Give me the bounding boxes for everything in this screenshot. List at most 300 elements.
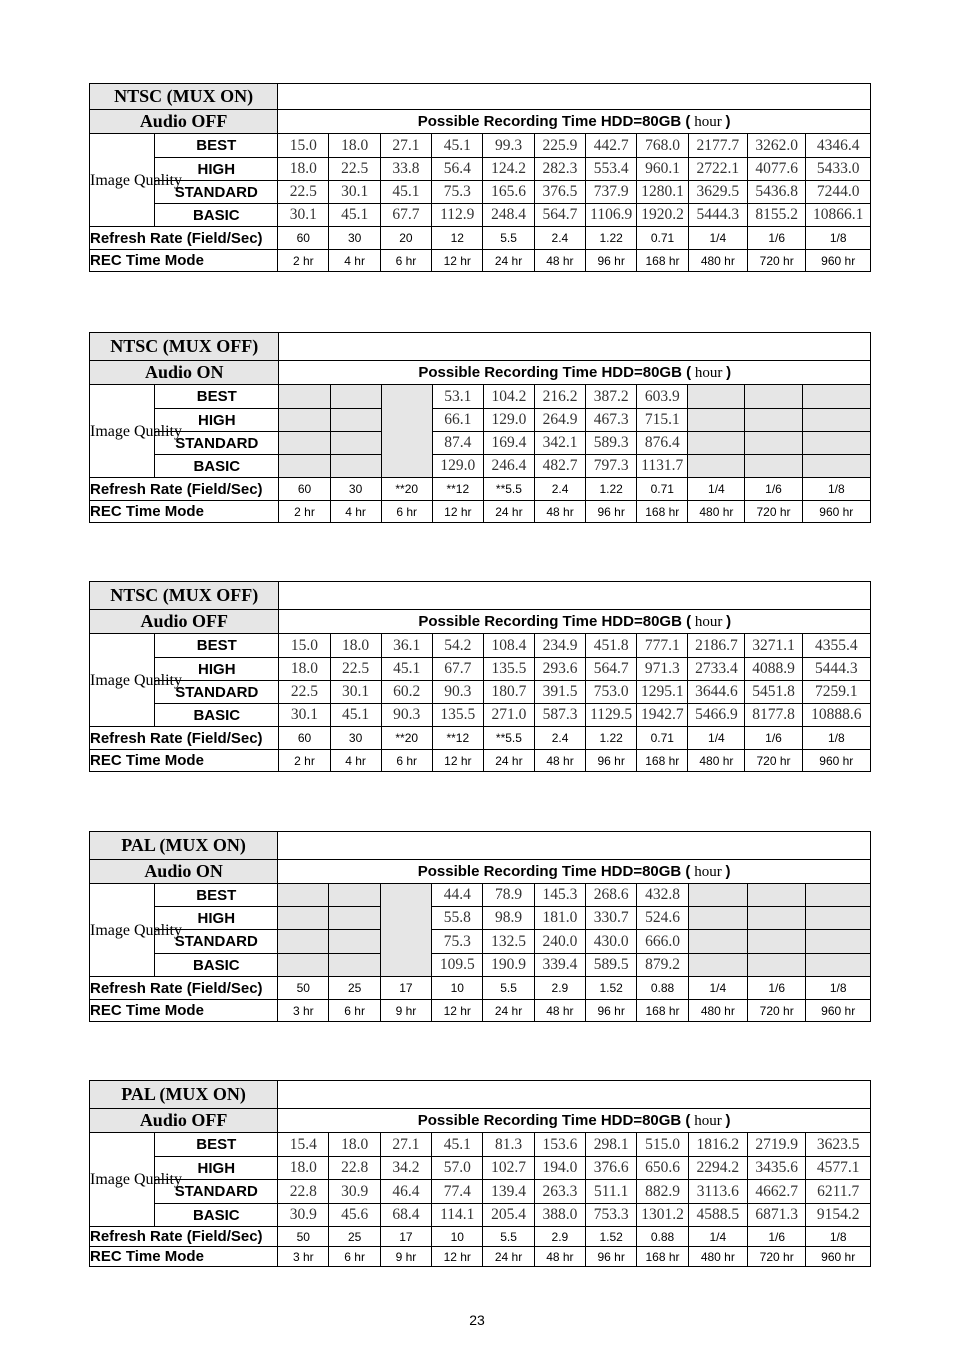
- time-cell: 10866.1: [806, 204, 871, 227]
- table-row: [90, 1180, 871, 1204]
- time-cell: 77.4: [432, 1180, 483, 1204]
- time-cell: [278, 954, 329, 977]
- time-cell: 36.1: [381, 634, 432, 658]
- time-cell: 753.3: [586, 1204, 637, 1227]
- time-cell: 2186.7: [688, 634, 745, 658]
- rec-mode-cell: 480 hr: [688, 250, 747, 272]
- table-row: [90, 1133, 871, 1157]
- table-title: PAL (MUX ON): [90, 1081, 278, 1109]
- quality-level: STANDARD: [155, 930, 278, 954]
- recording-time-table: [89, 1080, 871, 1267]
- table-row: [90, 1157, 871, 1180]
- quality-level: STANDARD: [155, 181, 278, 204]
- header-unit: hour: [691, 613, 727, 630]
- header-close: ): [726, 612, 732, 630]
- table-row: [90, 884, 871, 907]
- rec-mode-label: REC Time Mode: [90, 1000, 278, 1022]
- refresh-cell: 50: [278, 977, 329, 1000]
- refresh-row: [90, 227, 871, 250]
- refresh-cell: 1.22: [586, 478, 637, 501]
- time-cell: 330.7: [586, 907, 637, 930]
- refresh-cell: 0.88: [637, 977, 688, 1000]
- time-cell: 22.5: [330, 658, 381, 681]
- time-cell: 777.1: [637, 634, 688, 658]
- header-subtitle: Possible Recording Time HDD=80GB (: [417, 112, 691, 130]
- time-cell: 15.0: [279, 634, 330, 658]
- time-cell: 7259.1: [802, 681, 870, 704]
- header-subtitle: Possible Recording Time HDD=80GB (: [418, 363, 692, 381]
- refresh-cell: 2.4: [534, 727, 585, 750]
- time-cell: 876.4: [637, 432, 688, 455]
- time-cell: 589.3: [586, 432, 637, 455]
- refresh-cell: 10: [432, 1227, 483, 1247]
- quality-level: BASIC: [155, 455, 279, 478]
- time-cell: 282.3: [534, 158, 585, 181]
- refresh-cell: 1/8: [806, 1227, 871, 1247]
- time-cell: 10888.6: [802, 704, 870, 727]
- rec-mode-cell: 168 hr: [637, 501, 688, 523]
- time-cell: 104.2: [483, 385, 534, 409]
- time-cell: [688, 884, 747, 907]
- time-cell: 27.1: [380, 1133, 431, 1157]
- rec-mode-cell: 12 hr: [432, 501, 483, 523]
- rec-mode-cell: 480 hr: [688, 1247, 747, 1267]
- rec-mode-cell: 4 hr: [329, 250, 380, 272]
- refresh-cell: 0.88: [637, 1227, 688, 1247]
- time-cell: [745, 455, 802, 478]
- time-cell: 467.3: [586, 409, 637, 432]
- time-cell: 342.1: [534, 432, 585, 455]
- header-blank: [278, 84, 871, 110]
- time-cell: 3629.5: [688, 181, 747, 204]
- time-cell: 216.2: [534, 385, 585, 409]
- refresh-label: Refresh Rate (Field/Sec): [90, 227, 278, 250]
- rec-mode-row: [90, 1247, 871, 1267]
- refresh-cell: 0.71: [637, 478, 688, 501]
- page-number: 23: [469, 1312, 485, 1328]
- time-cell: 432.8: [637, 884, 688, 907]
- time-cell: [745, 409, 802, 432]
- rec-mode-cell: 2 hr: [279, 750, 330, 772]
- audio-mode: Audio OFF: [90, 110, 278, 134]
- time-cell: 4077.6: [748, 158, 806, 181]
- time-cell: 3113.6: [688, 1180, 747, 1204]
- time-cell: 22.8: [329, 1157, 380, 1180]
- time-cell: 1942.7: [637, 704, 688, 727]
- header-blank: [278, 1081, 871, 1109]
- time-cell: 18.0: [329, 1133, 380, 1157]
- time-cell: 124.2: [483, 158, 534, 181]
- rec-mode-cell: 12 hr: [432, 1000, 483, 1022]
- time-cell: 22.8: [278, 1180, 329, 1204]
- recording-time-table: [89, 581, 871, 772]
- header-close: ): [725, 1111, 731, 1129]
- rec-mode-cell: 9 hr: [380, 1247, 431, 1267]
- rec-mode-cell: 48 hr: [534, 1247, 585, 1267]
- refresh-cell: 10: [432, 977, 483, 1000]
- time-cell: 81.3: [483, 1133, 534, 1157]
- rec-mode-cell: 48 hr: [534, 501, 585, 523]
- header-unit: hour: [691, 364, 727, 381]
- time-cell: 8155.2: [748, 204, 806, 227]
- time-cell: 451.8: [586, 634, 637, 658]
- time-cell: 78.9: [483, 884, 534, 907]
- recording-time-table: [89, 831, 871, 1022]
- refresh-row: [90, 1227, 871, 1247]
- time-cell: 589.5: [586, 954, 637, 977]
- time-cell: [329, 930, 380, 954]
- recording-time-header: [278, 110, 871, 134]
- table-row: [90, 455, 871, 478]
- time-cell: 7244.0: [806, 181, 871, 204]
- table-row: [90, 681, 871, 704]
- time-cell: 9154.2: [806, 1204, 871, 1227]
- time-cell: 75.3: [432, 181, 483, 204]
- time-cell: 1129.5: [586, 704, 637, 727]
- quality-level: BEST: [155, 634, 279, 658]
- time-cell: 737.9: [586, 181, 637, 204]
- time-cell: 587.3: [534, 704, 585, 727]
- rec-mode-cell: 12 hr: [432, 1247, 483, 1267]
- time-cell: 1295.1: [637, 681, 688, 704]
- time-cell: 139.4: [483, 1180, 534, 1204]
- rec-mode-cell: 6 hr: [381, 750, 432, 772]
- time-cell: 715.1: [637, 409, 688, 432]
- time-cell: 4588.5: [688, 1204, 747, 1227]
- audio-mode: Audio OFF: [90, 1109, 278, 1133]
- refresh-cell: **20: [381, 727, 432, 750]
- rec-mode-cell: 720 hr: [745, 501, 802, 523]
- rec-mode-label: REC Time Mode: [90, 250, 278, 272]
- refresh-cell: 0.71: [637, 727, 688, 750]
- time-cell: 22.5: [279, 681, 330, 704]
- table-row: [90, 658, 871, 681]
- rec-mode-row: [90, 750, 871, 772]
- rec-mode-cell: 4 hr: [330, 501, 381, 523]
- time-cell: 524.6: [637, 907, 688, 930]
- time-cell: 3262.0: [748, 134, 806, 158]
- time-cell: 30.1: [279, 704, 330, 727]
- refresh-row: [90, 478, 871, 501]
- refresh-cell: 30: [330, 727, 381, 750]
- time-cell: 90.3: [432, 681, 483, 704]
- time-cell: 248.4: [483, 204, 534, 227]
- table-title: NTSC (MUX ON): [90, 84, 278, 110]
- time-cell: 387.2: [586, 385, 637, 409]
- rec-mode-cell: 24 hr: [483, 750, 534, 772]
- rec-mode-cell: 960 hr: [806, 250, 871, 272]
- table-row: [90, 409, 871, 432]
- time-cell: 511.1: [586, 1180, 637, 1204]
- quality-level: BASIC: [155, 204, 278, 227]
- rec-mode-cell: 2 hr: [279, 501, 330, 523]
- time-cell: 5466.9: [688, 704, 745, 727]
- refresh-label: Refresh Rate (Field/Sec): [90, 977, 278, 1000]
- recording-time-header: [279, 361, 871, 385]
- time-cell: 293.6: [534, 658, 585, 681]
- refresh-cell: 60: [279, 478, 330, 501]
- time-cell: 18.0: [278, 1157, 329, 1180]
- time-cell: 753.0: [586, 681, 637, 704]
- time-cell: 109.5: [432, 954, 483, 977]
- time-cell: 376.5: [534, 181, 585, 204]
- quality-level: BASIC: [155, 704, 279, 727]
- image-quality-label: Image Quality: [90, 634, 155, 727]
- time-cell: 4577.1: [806, 1157, 871, 1180]
- quality-level: STANDARD: [155, 432, 279, 455]
- refresh-cell: 1.52: [586, 977, 637, 1000]
- time-cell: [279, 385, 330, 409]
- time-cell: 8177.8: [745, 704, 802, 727]
- time-cell: 56.4: [432, 158, 483, 181]
- refresh-cell: 1/6: [745, 727, 802, 750]
- time-cell: [688, 954, 747, 977]
- time-cell: 102.7: [483, 1157, 534, 1180]
- time-cell: 46.4: [380, 1180, 431, 1204]
- header-subtitle: Possible Recording Time HDD=80GB (: [417, 862, 691, 880]
- table-row: [90, 181, 871, 204]
- rec-mode-cell: 168 hr: [637, 750, 688, 772]
- time-cell: 225.9: [534, 134, 585, 158]
- rec-mode-cell: 96 hr: [586, 750, 637, 772]
- time-cell: 1280.1: [637, 181, 688, 204]
- refresh-cell: 60: [278, 227, 329, 250]
- time-cell: 153.6: [534, 1133, 585, 1157]
- refresh-cell: 0.71: [637, 227, 688, 250]
- time-cell: 18.0: [330, 634, 381, 658]
- time-cell: 4088.9: [745, 658, 802, 681]
- time-cell: 55.8: [432, 907, 483, 930]
- time-cell: 879.2: [637, 954, 688, 977]
- time-cell: 391.5: [534, 681, 585, 704]
- time-cell: 271.0: [483, 704, 534, 727]
- recording-time-table: [89, 83, 871, 272]
- refresh-cell: 30: [330, 478, 381, 501]
- time-cell: 30.1: [278, 204, 329, 227]
- time-cell: [748, 954, 806, 977]
- image-quality-label: Image Quality: [90, 1133, 155, 1227]
- header-unit: hour: [690, 1112, 726, 1129]
- rec-mode-label: REC Time Mode: [90, 1247, 278, 1267]
- time-cell: 240.0: [534, 930, 585, 954]
- time-cell: 45.1: [432, 1133, 483, 1157]
- refresh-cell: **12: [432, 727, 483, 750]
- refresh-cell: 5.5: [483, 227, 534, 250]
- refresh-cell: 17: [380, 1227, 431, 1247]
- refresh-cell: **12: [432, 478, 483, 501]
- time-cell: 3435.6: [748, 1157, 806, 1180]
- rec-mode-cell: 480 hr: [688, 750, 745, 772]
- time-cell: [745, 385, 802, 409]
- time-cell: 67.7: [380, 204, 431, 227]
- header-close: ): [725, 112, 731, 130]
- recording-time-table: [89, 332, 871, 523]
- rec-mode-cell: 48 hr: [534, 1000, 585, 1022]
- rec-mode-row: [90, 1000, 871, 1022]
- rec-mode-cell: 168 hr: [637, 1000, 688, 1022]
- quality-level: STANDARD: [155, 681, 279, 704]
- table-row: [90, 158, 871, 181]
- refresh-cell: 30: [329, 227, 380, 250]
- table-row: [90, 634, 871, 658]
- refresh-cell: 5.5: [483, 1227, 534, 1247]
- quality-level: HIGH: [155, 158, 278, 181]
- quality-level: BEST: [155, 1133, 278, 1157]
- refresh-cell: 60: [279, 727, 330, 750]
- time-cell: 2722.1: [688, 158, 747, 181]
- time-cell: [381, 385, 432, 478]
- rec-mode-cell: 720 hr: [748, 250, 806, 272]
- time-cell: 515.0: [637, 1133, 688, 1157]
- refresh-cell: 1/6: [748, 227, 806, 250]
- time-cell: [279, 409, 330, 432]
- time-cell: 114.1: [432, 1204, 483, 1227]
- time-cell: 376.6: [586, 1157, 637, 1180]
- refresh-cell: 50: [278, 1227, 329, 1247]
- quality-level: BASIC: [155, 1204, 278, 1227]
- time-cell: 90.3: [381, 704, 432, 727]
- time-cell: 18.0: [329, 134, 380, 158]
- time-cell: [688, 432, 745, 455]
- header-blank: [279, 333, 871, 361]
- refresh-label: Refresh Rate (Field/Sec): [90, 727, 279, 750]
- time-cell: 2177.7: [688, 134, 747, 158]
- time-cell: 553.4: [586, 158, 637, 181]
- time-cell: 129.0: [432, 455, 483, 478]
- time-cell: 132.5: [483, 930, 534, 954]
- rec-mode-cell: 4 hr: [330, 750, 381, 772]
- rec-mode-cell: 3 hr: [278, 1247, 329, 1267]
- time-cell: 4662.7: [748, 1180, 806, 1204]
- time-cell: 165.6: [483, 181, 534, 204]
- refresh-cell: 12: [432, 227, 483, 250]
- time-cell: [279, 432, 330, 455]
- time-cell: 135.5: [483, 658, 534, 681]
- recording-time-header: [279, 610, 871, 634]
- time-cell: 145.3: [534, 884, 585, 907]
- time-cell: 75.3: [432, 930, 483, 954]
- quality-level: HIGH: [155, 907, 278, 930]
- refresh-cell: 1/4: [688, 227, 747, 250]
- audio-mode: Audio ON: [90, 860, 278, 884]
- time-cell: 67.7: [432, 658, 483, 681]
- rec-mode-cell: 720 hr: [745, 750, 802, 772]
- rec-mode-cell: 720 hr: [748, 1247, 806, 1267]
- time-cell: [802, 385, 870, 409]
- rec-mode-cell: 96 hr: [586, 1000, 637, 1022]
- table-title: PAL (MUX ON): [90, 832, 278, 860]
- quality-level: HIGH: [155, 1157, 278, 1180]
- time-cell: 45.1: [381, 658, 432, 681]
- time-cell: 5451.8: [745, 681, 802, 704]
- refresh-cell: 2.9: [534, 1227, 585, 1247]
- rec-mode-label: REC Time Mode: [90, 501, 279, 523]
- image-quality-label: Image Quality: [90, 385, 155, 478]
- rec-mode-cell: 480 hr: [688, 501, 745, 523]
- refresh-cell: 1/8: [802, 478, 870, 501]
- time-cell: [802, 432, 870, 455]
- quality-level: HIGH: [155, 409, 279, 432]
- refresh-cell: 1/6: [748, 977, 806, 1000]
- time-cell: 15.4: [278, 1133, 329, 1157]
- time-cell: 15.0: [278, 134, 329, 158]
- audio-mode: Audio OFF: [90, 610, 279, 634]
- time-cell: 482.7: [534, 455, 585, 478]
- time-cell: [748, 907, 806, 930]
- audio-mode: Audio ON: [90, 361, 279, 385]
- refresh-cell: **20: [381, 478, 432, 501]
- quality-level: HIGH: [155, 658, 279, 681]
- recording-time-header: [278, 1109, 871, 1133]
- rec-mode-cell: 960 hr: [806, 1000, 871, 1022]
- time-cell: 564.7: [534, 204, 585, 227]
- refresh-label: Refresh Rate (Field/Sec): [90, 478, 279, 501]
- rec-mode-cell: 6 hr: [381, 501, 432, 523]
- rec-mode-cell: 720 hr: [748, 1000, 806, 1022]
- rec-mode-cell: 24 hr: [483, 250, 534, 272]
- time-cell: 339.4: [534, 954, 585, 977]
- time-cell: [802, 455, 870, 478]
- time-cell: 234.9: [534, 634, 585, 658]
- time-cell: 44.4: [432, 884, 483, 907]
- refresh-cell: 2.4: [534, 478, 585, 501]
- rec-mode-cell: 168 hr: [637, 1247, 688, 1267]
- rec-mode-cell: 96 hr: [586, 1247, 637, 1267]
- refresh-cell: 17: [380, 977, 431, 1000]
- time-cell: 57.0: [432, 1157, 483, 1180]
- refresh-label: Refresh Rate (Field/Sec): [90, 1227, 278, 1247]
- time-cell: 442.7: [586, 134, 637, 158]
- time-cell: 264.9: [534, 409, 585, 432]
- time-cell: 54.2: [432, 634, 483, 658]
- time-cell: 53.1: [432, 385, 483, 409]
- time-cell: 4355.4: [802, 634, 870, 658]
- time-cell: [279, 455, 330, 478]
- rec-mode-cell: 48 hr: [534, 250, 585, 272]
- time-cell: 30.1: [330, 681, 381, 704]
- time-cell: 68.4: [380, 1204, 431, 1227]
- time-cell: 30.1: [329, 181, 380, 204]
- time-cell: 971.3: [637, 658, 688, 681]
- table-row: [90, 204, 871, 227]
- time-cell: 3623.5: [806, 1133, 871, 1157]
- time-cell: 246.4: [483, 455, 534, 478]
- refresh-cell: **5.5: [483, 727, 534, 750]
- time-cell: 30.9: [329, 1180, 380, 1204]
- rec-mode-cell: 960 hr: [802, 750, 870, 772]
- time-cell: 45.1: [432, 134, 483, 158]
- time-cell: [745, 432, 802, 455]
- time-cell: 4346.4: [806, 134, 871, 158]
- rec-mode-cell: 96 hr: [586, 501, 637, 523]
- table-row: [90, 954, 871, 977]
- time-cell: 33.8: [380, 158, 431, 181]
- table-row: [90, 704, 871, 727]
- rec-mode-cell: 6 hr: [329, 1000, 380, 1022]
- refresh-cell: **5.5: [483, 478, 534, 501]
- time-cell: [806, 954, 871, 977]
- rec-mode-cell: 3 hr: [278, 1000, 329, 1022]
- refresh-cell: 1/4: [688, 977, 747, 1000]
- time-cell: 2719.9: [748, 1133, 806, 1157]
- refresh-cell: 1.22: [586, 727, 637, 750]
- time-cell: 66.1: [432, 409, 483, 432]
- recording-time-header: [278, 860, 871, 884]
- time-cell: 1920.2: [637, 204, 688, 227]
- time-cell: [748, 930, 806, 954]
- time-cell: 135.5: [432, 704, 483, 727]
- time-cell: 6211.7: [806, 1180, 871, 1204]
